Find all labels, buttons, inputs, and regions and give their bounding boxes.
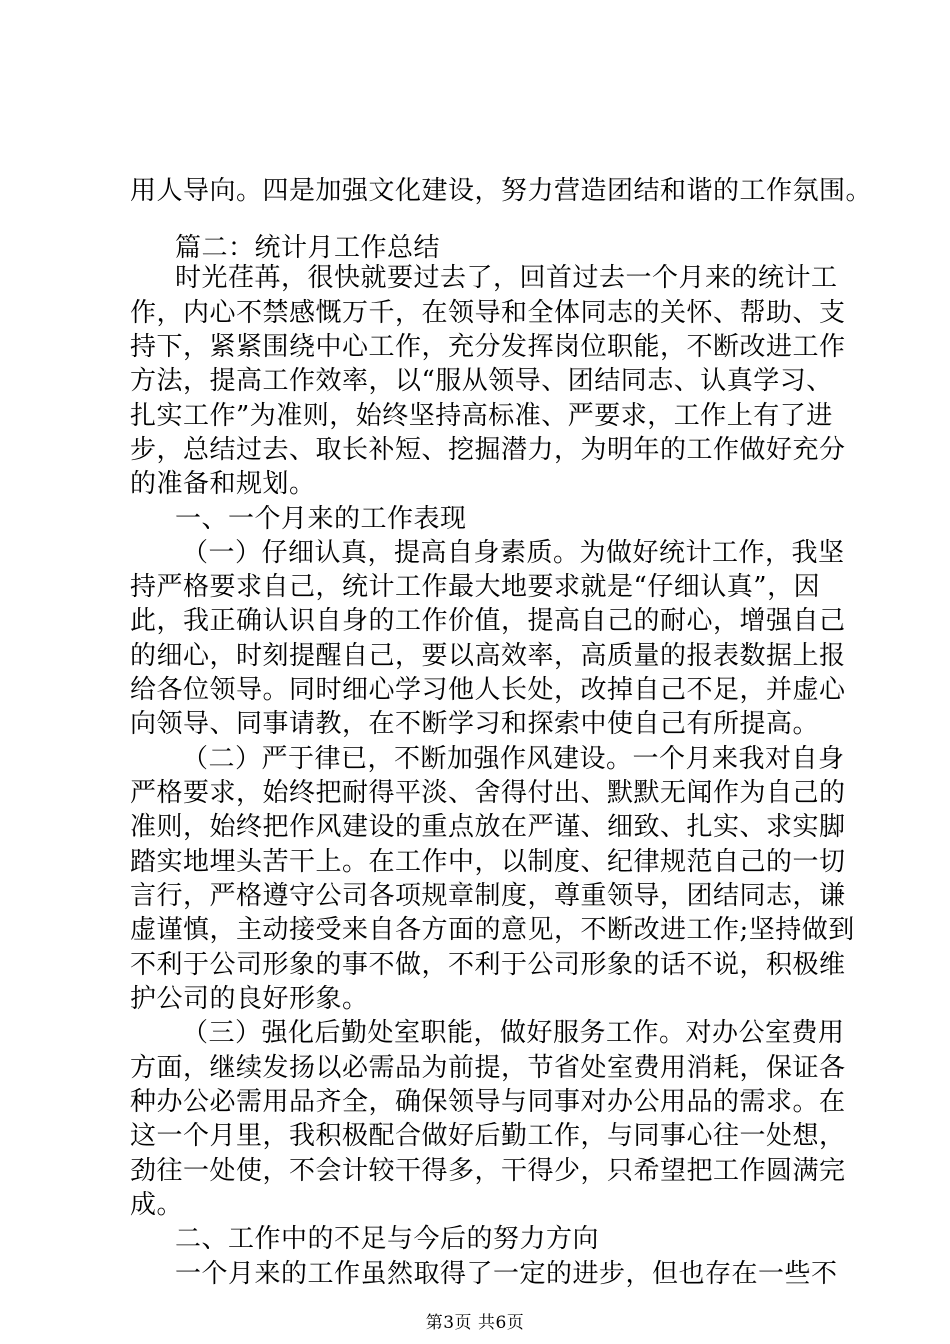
text-line: 方面，继续发扬以必需品为前提，节省处室费用消耗，保证各 [130,1053,846,1083]
section-heading: 一、一个月来的工作表现 [175,504,467,534]
text-line: 不利于公司形象的事不做，不利于公司形象的话不说，积极维 [130,950,846,980]
text-line: 扎实工作”为准则，始终坚持高标准、严要求，工作上有了进 [130,401,833,431]
text-line: 的细心，时刻提醒自己，要以高效率，高质量的报表数据上报 [130,641,846,671]
text-line: 踏实地埋头苦干上。在工作中，以制度、纪律规范自己的一切 [130,847,846,877]
section-heading: 二、工作中的不足与今后的努力方向 [175,1224,600,1254]
text-line: 步，总结过去、取长补短、挖掘潜力，为明年的工作做好充分 [130,435,846,465]
text-line: 方法，提高工作效率，以“服从领导、团结同志、认真学习、 [130,366,833,396]
text-line: 时光荏苒，很快就要过去了，回首过去一个月来的统计工 [175,263,838,293]
text-line: （二）严于律已，不断加强作风建设。一个月来我对自身 [182,744,845,774]
text-line: 劲往一处使，不会计较干得多，干得少，只希望把工作圆满完 [130,1156,846,1186]
text-line: 护公司的良好形象。 [130,984,369,1014]
text-line: 的准备和规划。 [130,469,316,499]
text-line: 一个月来的工作虽然取得了一定的进步，但也存在一些不 [175,1259,838,1289]
text-line: 严格要求，始终把耐得平淡、舍得付出、默默无闻作为自己的 [130,778,846,808]
text-line: （一）仔细认真，提高自身素质。为做好统计工作，我坚 [182,538,845,568]
text-line: 言行，严格遵守公司各项规章制度，尊重领导，团结同志，谦 [130,881,846,911]
text-line: （三）强化后勤处室职能，做好服务工作。对办公室费用 [182,1018,845,1048]
text-line: 准则，始终把作风建设的重点放在严谨、细致、扎实、求实脚 [130,812,846,842]
text-line: 作，内心不禁感慨万千，在领导和全体同志的关怀、帮助、支 [130,298,846,328]
text-line: 持下，紧紧围绕中心工作，充分发挥岗位职能，不断改进工作 [130,332,846,362]
page-number-footer: 第3页 共6页 [425,1313,525,1333]
text-line: 给各位领导。同时细心学习他人长处，改掉自己不足，并虚心 [130,675,846,705]
text-line: 持严格要求自己，统计工作最大地要求就是“仔细认真”，因 [130,572,821,602]
text-line: 成。 [130,1190,184,1220]
text-line: 虚谨慎，主动接受来自各方面的意见，不断改进工作;坚持做到 [130,915,855,945]
text-line: 这一个月里，我积极配合做好后勤工作，与同事心往一处想， [130,1121,846,1151]
text-line: 用人导向。四是加强文化建设，努力营造团结和谐的工作氛围。 [130,176,873,206]
text-line: 向领导、同事请教，在不断学习和探索中使自己有所提高。 [130,709,820,739]
section-heading: 篇二：统计月工作总结 [175,233,441,263]
text-line: 种办公必需用品齐全，确保领导与同事对办公用品的需求。在 [130,1087,846,1117]
text-line: 此，我正确认识自身的工作价值，提高自己的耐心，增强自己 [130,606,846,636]
